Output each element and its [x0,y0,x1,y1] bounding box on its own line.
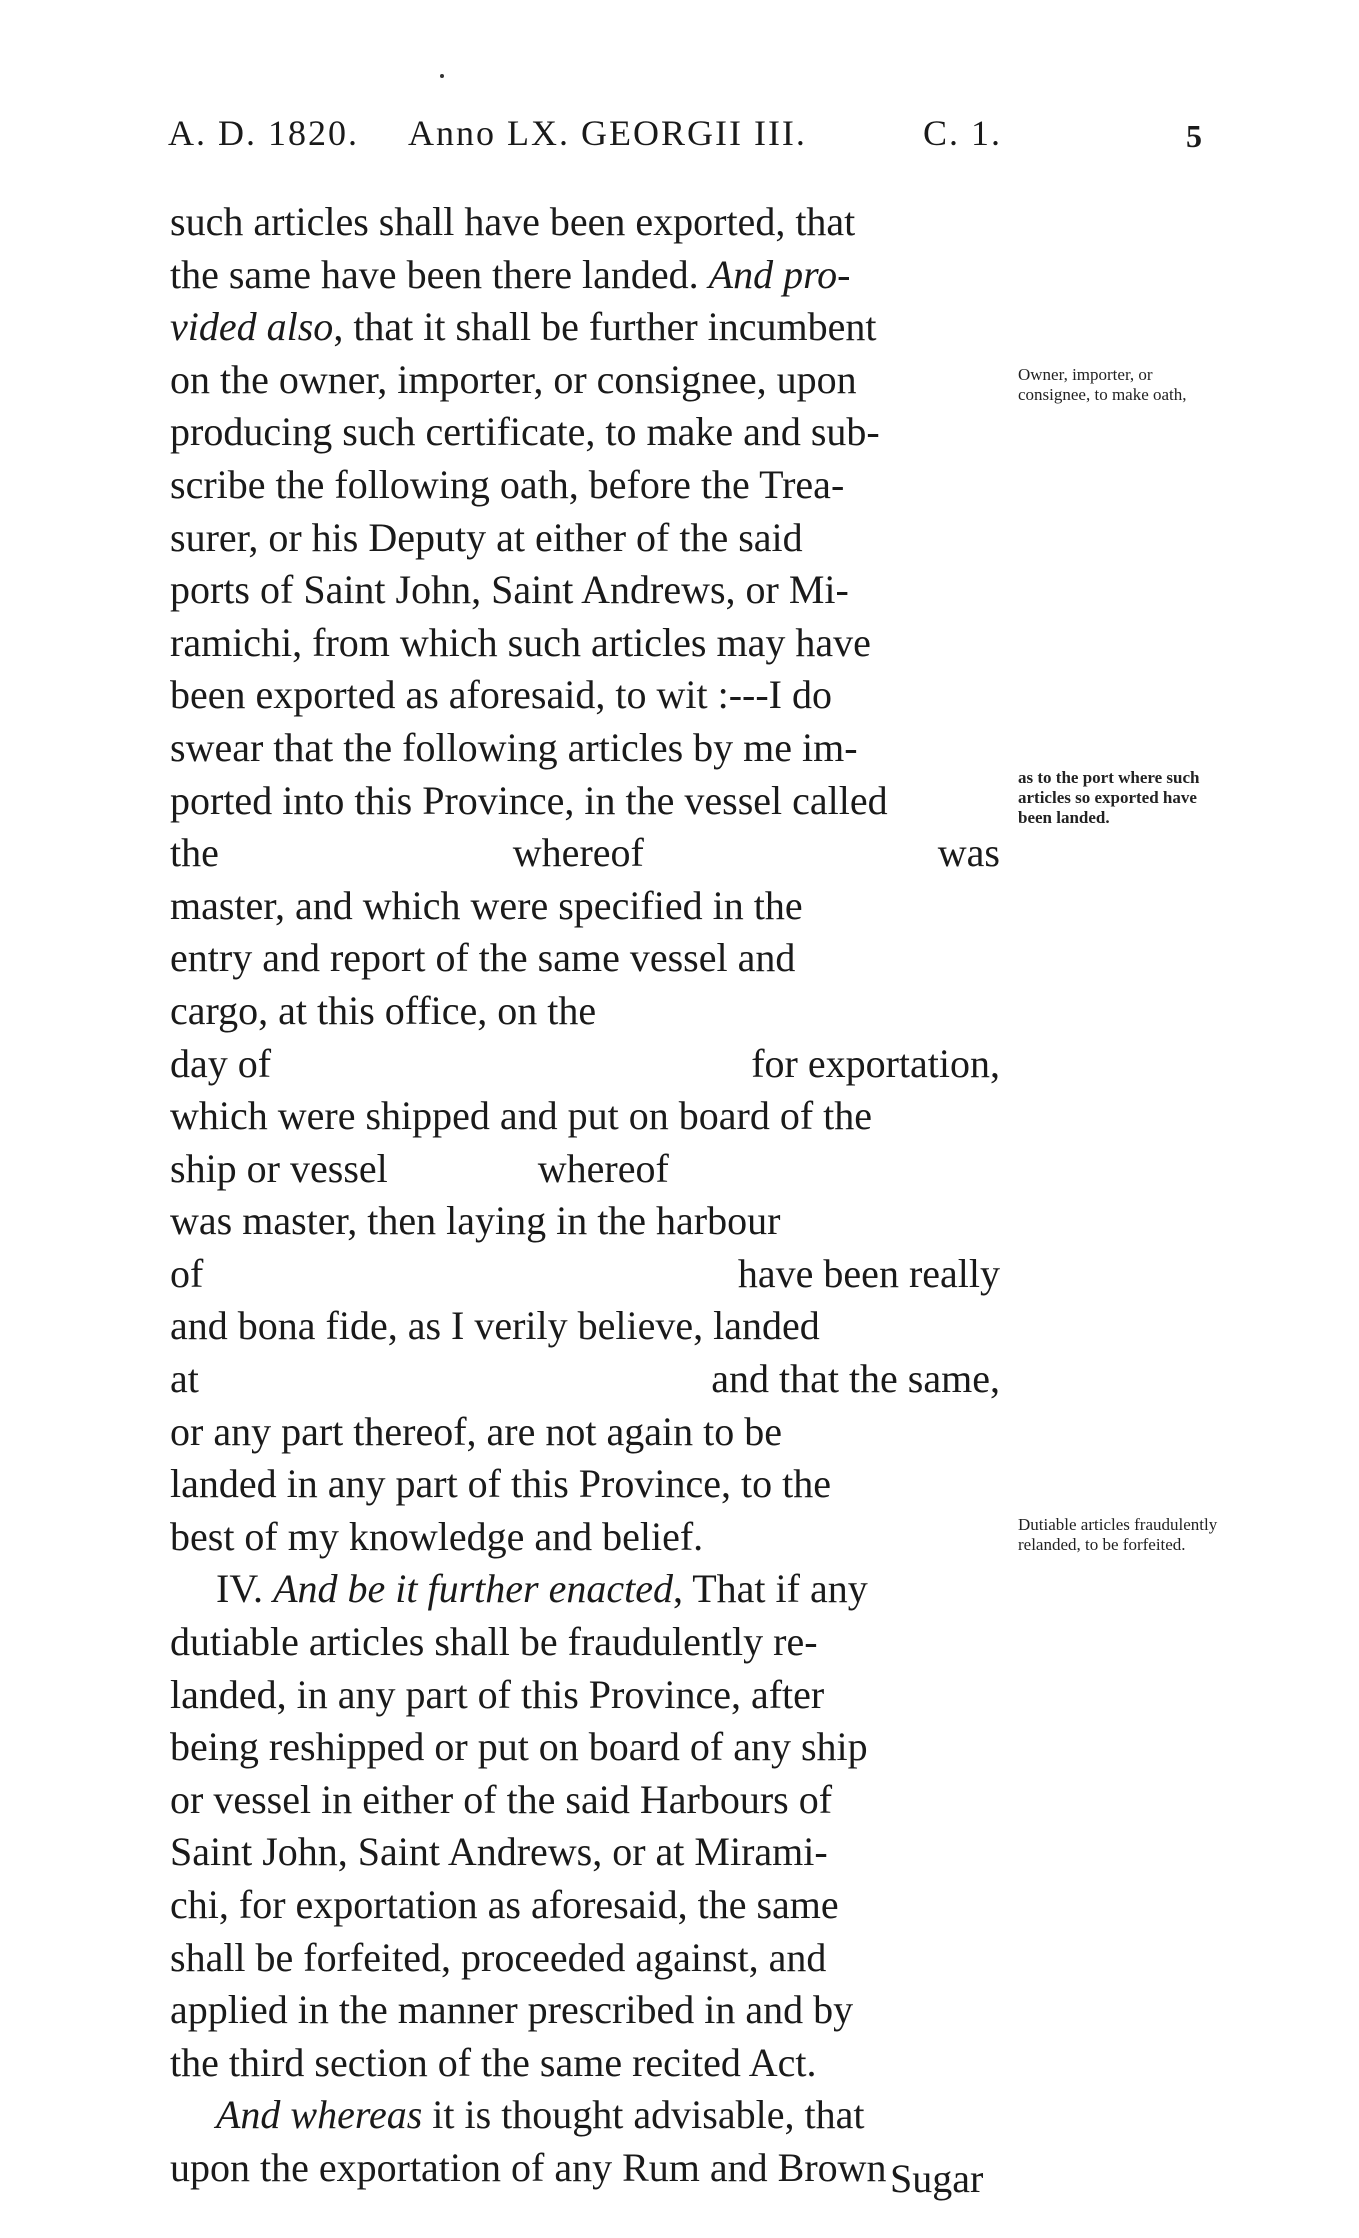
text-segment: whereof [512,830,644,876]
running-head-year: A. D. 1820. [168,113,359,153]
text-segment: , That if any [672,1566,868,1612]
text-line [170,827,1000,880]
text-segment: for exportation, [751,1040,1000,1086]
text-line [170,722,1000,775]
text-line [170,1143,1000,1196]
text-segment: landed, in any part of this Province, after [170,1671,825,1717]
text-line [170,1353,1000,1406]
text-segment: and bona fide, as I verily believe, landed [170,1303,820,1349]
text-line [170,1774,1000,1827]
text-line [170,1458,1000,1511]
text-segment: was master, then laying in the harbour [170,1198,781,1244]
text-line [170,1406,1000,1459]
text-segment: upon the exportation of any Rum and Brown [170,2144,887,2190]
text-segment: Saint John, Saint Andrews, or at Mirami- [170,1829,828,1875]
text-segment: And whereas [216,2092,423,2138]
printing-speck [440,74,444,78]
text-segment: it is thought advisable, that [422,2092,865,2138]
text-line [170,1248,1000,1301]
text-line [170,2142,1000,2195]
running-head-title: Anno LX. GEORGII III. [408,113,807,153]
text-line [170,775,1000,828]
text-segment: such articles shall have been exported, that [170,199,856,244]
text-segment: IV. [216,1566,274,1612]
text-segment: producing such certificate, to make and sub- [170,409,880,455]
text-segment: and that the same, [711,1356,1000,1402]
text-segment: , that it shall be further incumbent [333,304,877,350]
text-line [170,354,1000,407]
text-segment: surer, or his Deputy at either of the said [170,514,803,560]
text-segment: ship or vessel [170,1145,388,1191]
text-line [170,196,1000,249]
text-segment: have been really [737,1250,1000,1296]
text-segment: scribe the following oath, before the Trea- [170,461,845,507]
text-line [170,564,1000,617]
running-head [168,112,1008,162]
text-line [170,1616,1000,1669]
text-line [170,1090,1000,1143]
marginal-note-owner-oath: Owner, importer, or consignee, to make oath, [1018,365,1187,404]
text-line [170,1669,1000,1722]
text-segment: shall be forfeited, proceeded against, and [170,1934,827,1980]
text-segment: And be it further enacted [273,1566,673,1612]
text-segment: entry and report of the same vessel and [170,935,796,981]
text-line [170,932,1000,985]
text-line [170,512,1000,565]
text-line [170,1721,1000,1774]
text-segment: vided also [170,304,334,350]
text-segment: landed in any part of this Province, to the [170,1461,831,1507]
running-head-chapter: C. 1. [923,113,1003,153]
text-segment: ramichi, from which such articles may have [170,619,871,665]
text-line [170,1984,1000,2037]
text-segment: of [170,1250,204,1296]
text-segment: the same have been there landed. [170,251,709,297]
body-text [170,196,1000,2195]
text-segment: at [170,1356,199,1402]
text-line [170,1879,1000,1932]
text-segment: on the owner, importer, or consignee, upon [170,356,857,402]
text-segment: dutiable articles shall be fraudulently re- [170,1619,818,1665]
text-segment: the [170,830,219,876]
text-segment: the third section of the same recited Act. [170,2039,817,2085]
text-line [170,1300,1000,1353]
text-segment: whereof [537,1145,669,1191]
text-segment: or vessel in either of the said Harbours of [170,1776,833,1822]
text-segment: was [937,830,1000,876]
text-line [170,459,1000,512]
text-line [170,617,1000,670]
text-line [170,880,1000,933]
text-segment: best of my knowledge and belief. [170,1513,704,1559]
text-line [170,669,1000,722]
text-line [170,406,1000,459]
text-line [170,249,1000,302]
text-segment: or any part thereof, are not again to be [170,1408,782,1454]
text-line [170,2089,1000,2142]
text-line [170,1826,1000,1879]
text-segment: swear that the following articles by me im- [170,724,858,770]
text-segment: applied in the manner prescribed in and by [170,1987,854,2033]
marginal-note-relanded-forfeited: Dutiable articles fraudulently relanded, to be forfeited. [1018,1515,1218,1554]
text-line [170,1511,1000,1564]
page-number: 5 [1186,118,1202,154]
text-line [170,1038,1000,1091]
text-segment: day of [170,1040,272,1086]
text-segment: ported into this Province, in the vessel called [170,777,888,823]
text-line [170,301,1000,354]
marginal-note-port-landed: as to the port where such articles so exported have been landed. [1018,768,1200,827]
text-segment: been exported as aforesaid, to wit :---I do [170,672,832,718]
text-line [170,985,1000,1038]
text-segment: And pro- [708,251,851,297]
text-line [170,1195,1000,1248]
text-segment: being reshipped or put on board of any ship [170,1724,868,1770]
text-segment: master, and which were specified in the [170,882,803,928]
text-segment: cargo, at this office, on the [170,987,597,1033]
text-line [170,1563,1000,1616]
text-segment: which were shipped and put on board of the [170,1093,873,1139]
catchword: Sugar [890,2156,984,2201]
text-line [170,2037,1000,2090]
text-segment: chi, for exportation as aforesaid, the same [170,1882,839,1927]
text-line [170,1932,1000,1985]
text-segment: ports of Saint John, Saint Andrews, or Mi- [170,567,849,613]
